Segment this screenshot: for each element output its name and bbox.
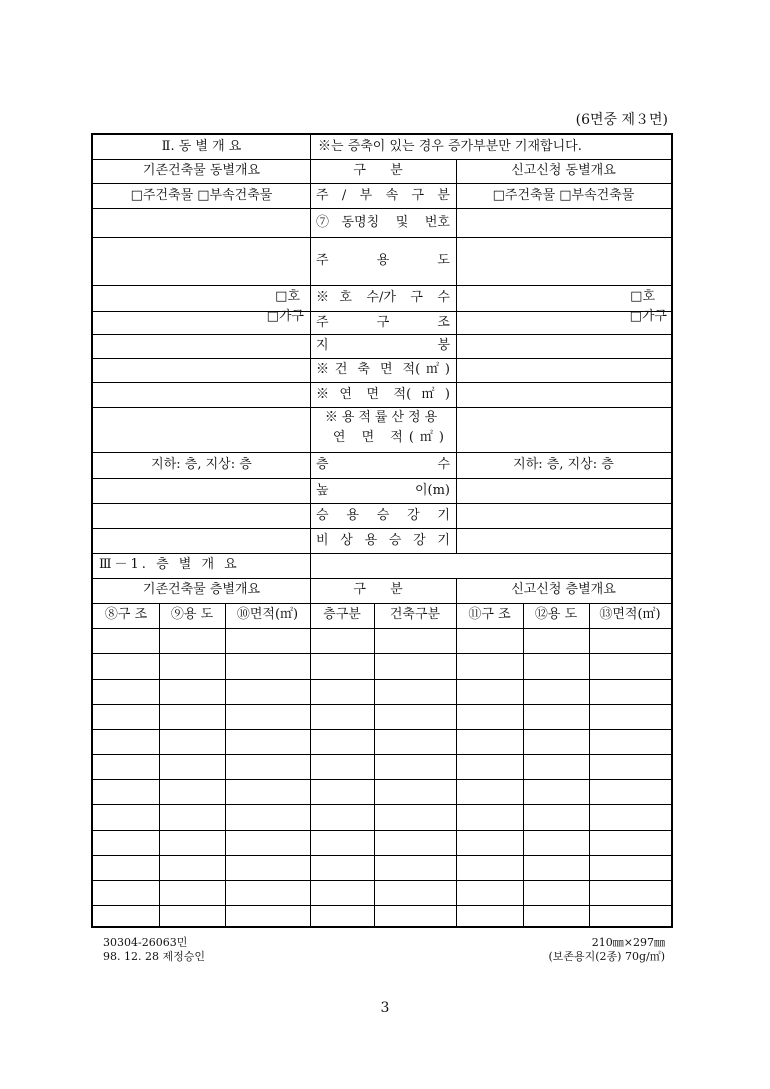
section2-row-rule bbox=[93, 285, 671, 286]
row-label: ⑦동명칭 및 번호 bbox=[316, 214, 450, 230]
section2-row-rule bbox=[93, 208, 671, 209]
row-label: 층 수 bbox=[316, 457, 450, 472]
row-label: ※건 축 면 적(㎡) bbox=[316, 362, 450, 377]
approval-date: 98. 12. 28 제정승인 bbox=[103, 950, 205, 963]
section3-subheader: ⑩면적(㎡) bbox=[236, 607, 299, 622]
section2-row-rule bbox=[93, 334, 671, 335]
row-label: 주 용 도 bbox=[316, 253, 450, 268]
section3-row-rule bbox=[93, 628, 671, 629]
section3-subcol-rule bbox=[225, 603, 226, 926]
section2-row-rule bbox=[93, 159, 671, 160]
row-label: ※연 면 적(㎡) bbox=[316, 386, 450, 402]
section3-row-rule bbox=[93, 855, 671, 856]
section2-col-category: 구 분 bbox=[353, 163, 413, 178]
section3-subcol-rule bbox=[374, 603, 375, 926]
section3-row-rule bbox=[93, 603, 671, 604]
row-label: 주 / 부 속 구 분 bbox=[316, 187, 450, 203]
section3-col-rule bbox=[456, 578, 457, 926]
section3-subheader: ⑨용 도 bbox=[170, 607, 214, 622]
section3-subheader: 건축구분 bbox=[389, 607, 441, 622]
section2-col-rule bbox=[456, 159, 457, 553]
section3-row-rule bbox=[93, 679, 671, 680]
section3-col-existing: 기존건축물 층별개요 bbox=[142, 582, 261, 597]
paper-size: 210㎜×297㎜ bbox=[591, 936, 665, 949]
section3-subheader: ⑪구 조 bbox=[468, 607, 511, 622]
existing-value: 지하: 층, 지상: 층 bbox=[151, 457, 252, 472]
section3-title: Ⅲ－1. 층 별 개 요 bbox=[99, 557, 240, 572]
form-code: 30304-26063민 bbox=[103, 936, 188, 949]
section3-subcol-rule bbox=[523, 603, 524, 926]
section3-row-rule bbox=[93, 704, 671, 705]
row-label: 지 붕 bbox=[316, 338, 450, 353]
row-label: ※호 수/가 구 수 bbox=[316, 290, 450, 305]
checkbox-ho: □호 bbox=[630, 289, 655, 304]
section3-subcol-rule bbox=[589, 603, 590, 926]
row-label: ※용적률산정용 bbox=[324, 410, 442, 425]
section2-col-rule bbox=[310, 135, 311, 553]
footer-left bbox=[103, 936, 205, 964]
section3-row-rule bbox=[93, 880, 671, 881]
checkbox-ho: □호 bbox=[275, 289, 300, 304]
section2-row-rule bbox=[93, 478, 671, 479]
section2-row-rule bbox=[93, 358, 671, 359]
section3-row-rule bbox=[93, 905, 671, 906]
section3-subheader: ⑧구 조 bbox=[104, 607, 148, 622]
section3-subheader: ⑫용 도 bbox=[534, 607, 578, 622]
section2-row-rule bbox=[93, 237, 671, 238]
report-value: □주건축물 □부속건축물 bbox=[492, 187, 635, 203]
section2-row-rule bbox=[93, 382, 671, 383]
section2-row-rule bbox=[93, 407, 671, 408]
row-label: 비 상 용 승 강 기 bbox=[316, 532, 450, 548]
section2-row-rule bbox=[93, 452, 671, 453]
existing-value: □주건축물 □부속건축물 bbox=[130, 187, 273, 203]
section3-row-rule bbox=[93, 830, 671, 831]
row-label: 주 구 조 bbox=[316, 314, 450, 330]
checkbox-gagu: □가구 bbox=[629, 309, 667, 324]
section3-row-rule bbox=[93, 653, 671, 654]
paper-spec: (보존용지(2종) 70g/㎡) bbox=[548, 950, 665, 963]
section3-row-rule bbox=[93, 578, 671, 579]
form-frame bbox=[91, 133, 673, 928]
page-number: 3 bbox=[380, 1000, 390, 1016]
section2-row-rule bbox=[93, 503, 671, 504]
report-value: 지하: 층, 지상: 층 bbox=[513, 457, 614, 472]
section2-col-report: 신고신청 동별개요 bbox=[511, 163, 616, 178]
section3-col-category: 구 분 bbox=[353, 582, 413, 597]
section3-row-rule bbox=[93, 729, 671, 730]
row-label: 승 용 승 강 기 bbox=[316, 507, 450, 523]
section3-subheader: 층구분 bbox=[323, 607, 361, 622]
section2-title: Ⅱ. 동 별 개 요 bbox=[161, 139, 242, 154]
section2-row-rule bbox=[93, 183, 671, 184]
section2-row-rule bbox=[93, 528, 671, 529]
section3-row-rule bbox=[93, 804, 671, 805]
page-header: (6면중 제３면) bbox=[575, 112, 668, 128]
section2-row-rule bbox=[93, 553, 671, 554]
footer-right bbox=[548, 936, 665, 964]
section3-row-rule bbox=[93, 754, 671, 755]
section3-subheader: ⑬면적(㎡) bbox=[599, 607, 661, 622]
section3-subcol-rule bbox=[159, 603, 160, 926]
section2-col-existing: 기존건축물 동별개요 bbox=[142, 163, 261, 178]
checkbox-gagu: □가구 bbox=[266, 309, 304, 324]
section3-row-rule bbox=[93, 779, 671, 780]
row-label: 높 이(m) bbox=[316, 482, 450, 498]
row-label: 연 면 적(㎡) bbox=[332, 430, 450, 445]
section3-col-report: 신고신청 층별개요 bbox=[511, 582, 616, 597]
section2-note: ※는 증축이 있는 경우 증가부분만 기재합니다. bbox=[318, 139, 582, 154]
